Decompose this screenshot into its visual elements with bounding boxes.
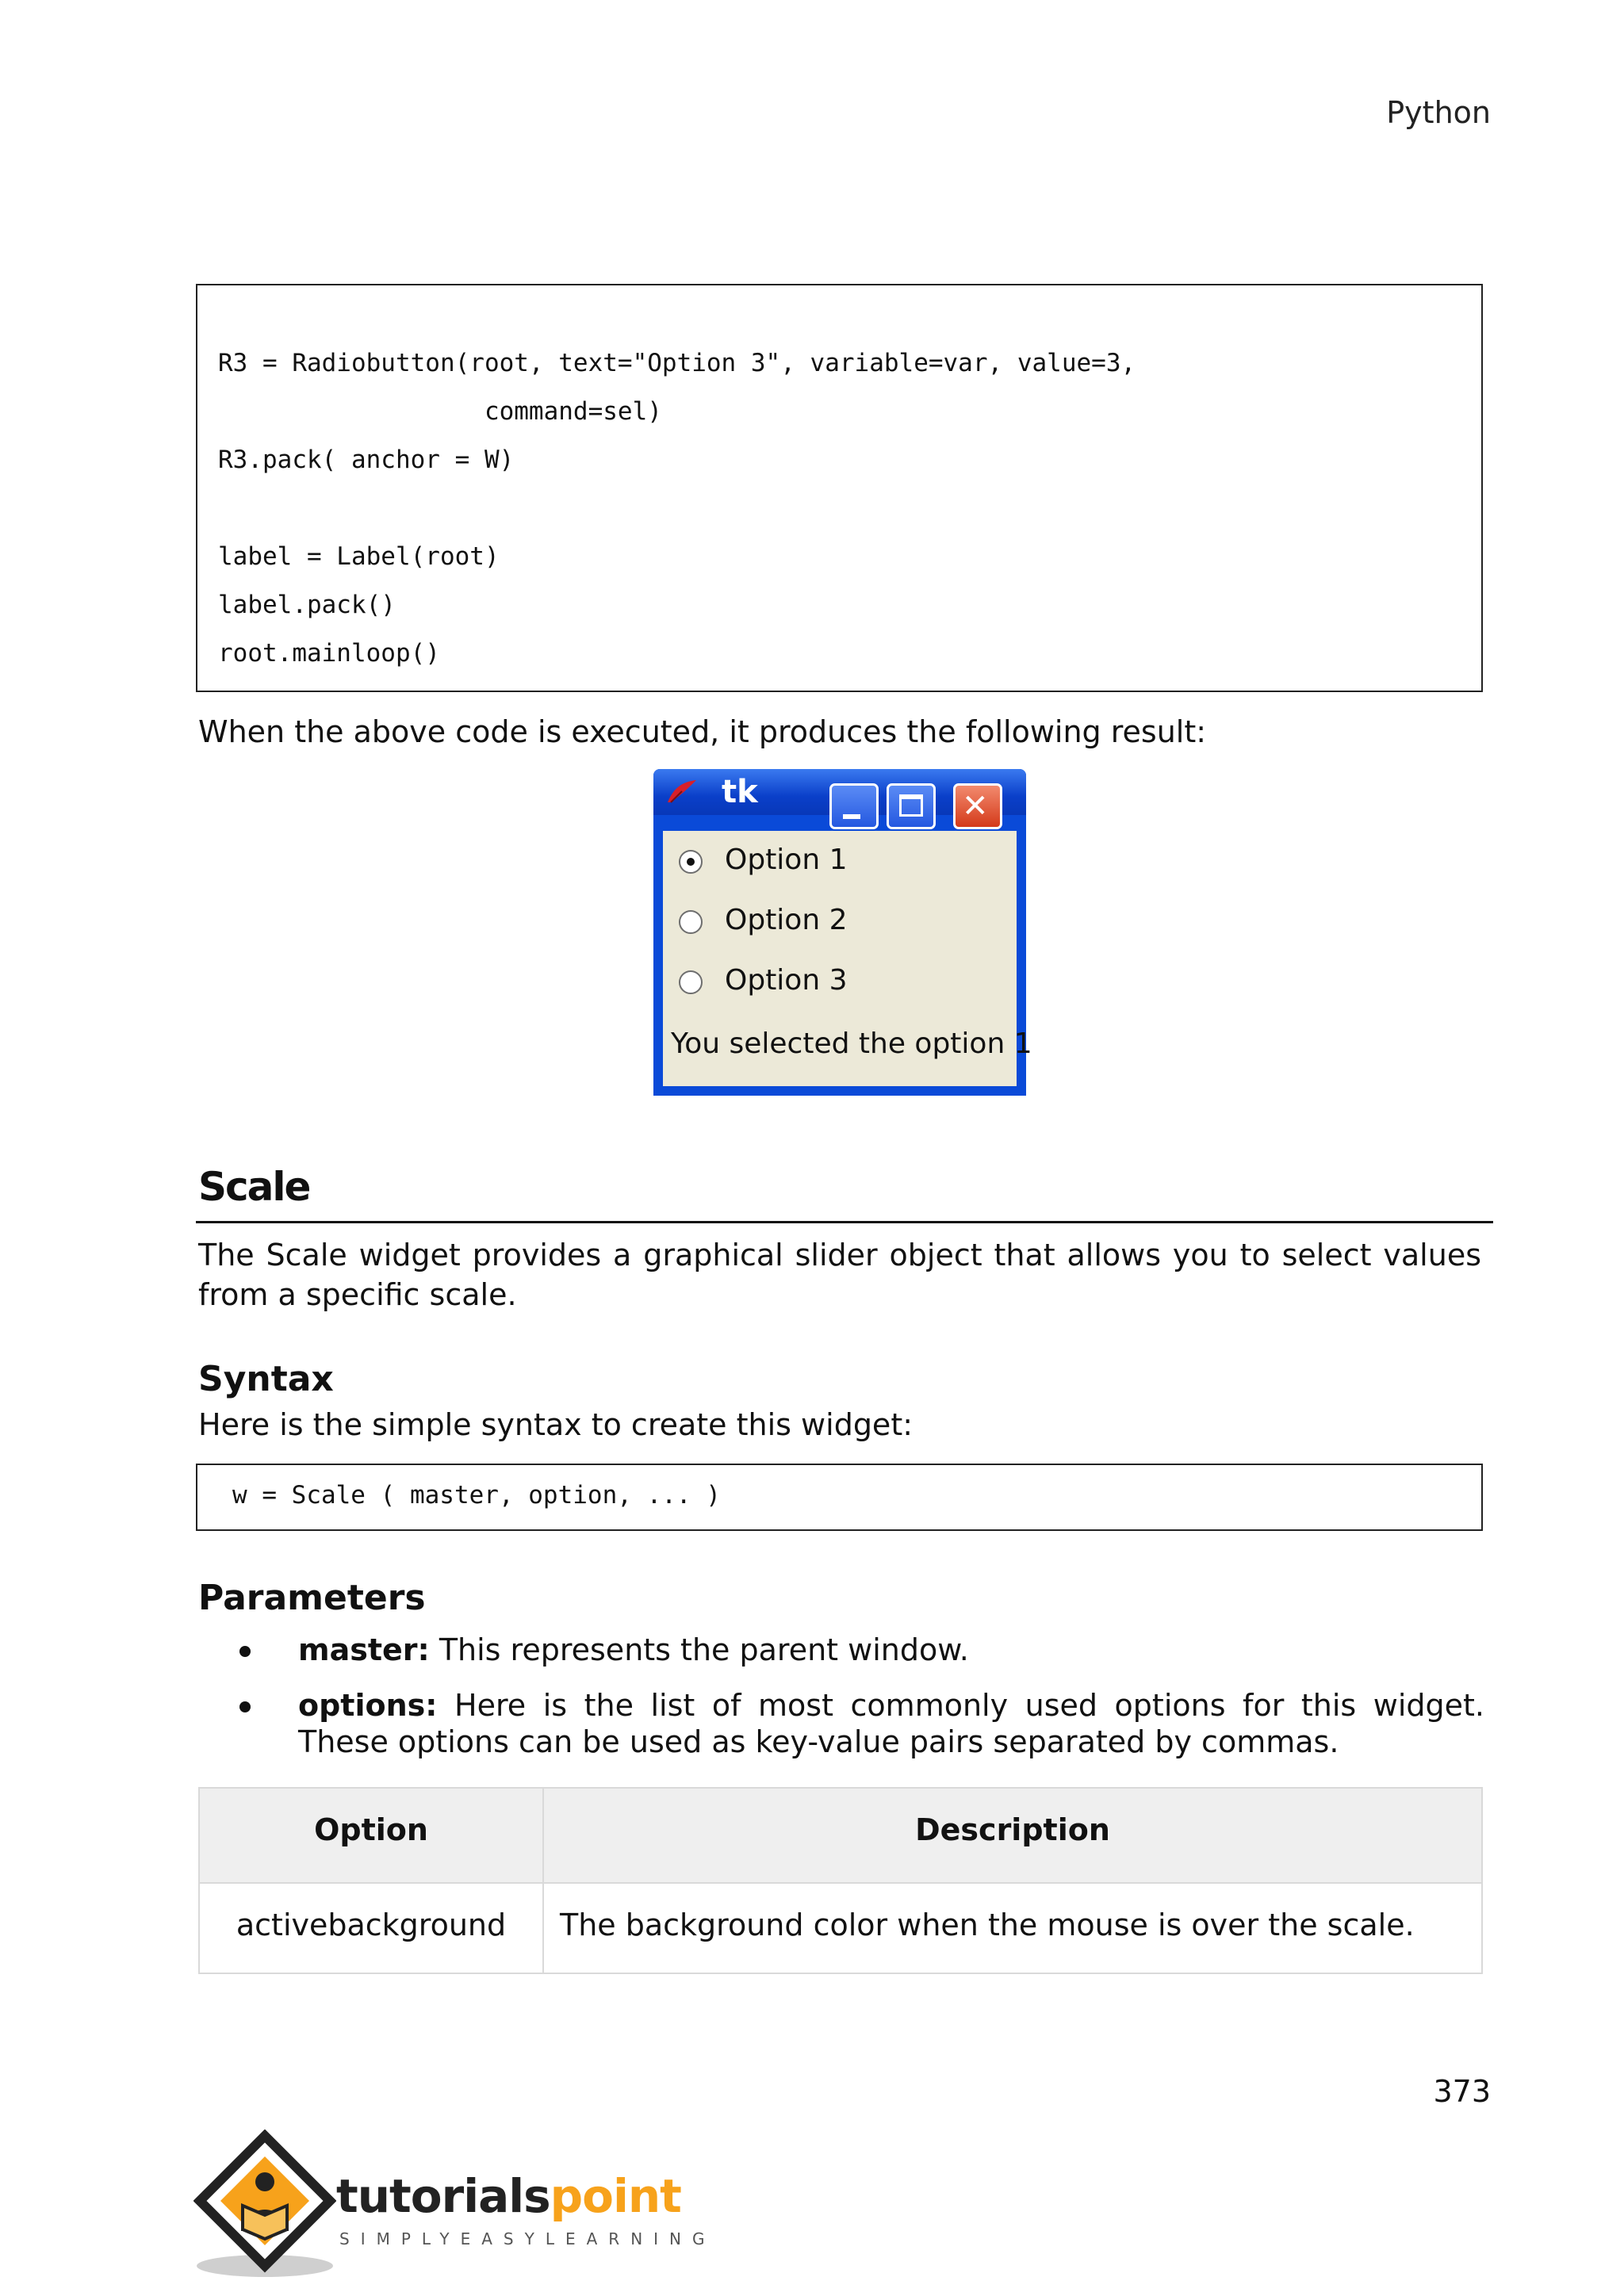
radio-label: Option 2 [725,904,848,936]
result-intro: When the above code is executed, it produces the following result: [198,714,1207,749]
section-divider [196,1221,1493,1223]
param-text: Here is the list of most commonly used options for this widget. These options can be used as key-value pairs separated by commas. [298,1688,1484,1759]
param-term: master: [298,1632,430,1667]
maximize-icon [899,794,923,817]
logo-wordmark: tutorialspoint [336,2169,681,2223]
table-cell-description: The background color when the mouse is over the scale. [560,1908,1415,1942]
minimize-icon [843,814,860,819]
options-table [198,1787,1483,1974]
tk-client-area [663,831,1032,1086]
code-line: command=sel) [218,397,662,426]
tk-window-title: tk [722,774,758,810]
tutorialspoint-logo [193,2130,716,2280]
close-icon: ✕ [962,788,989,825]
bullet-icon [239,1701,251,1712]
tk-feather-icon [666,779,698,806]
code-line: R3.pack( anchor = W) [218,446,515,474]
minimize-button[interactable] [829,783,879,829]
list-item [247,1687,1484,1760]
syntax-code-block [196,1464,1483,1531]
maximize-button[interactable] [887,783,936,829]
code-block [196,284,1483,692]
table-header-description: Description [915,1812,1110,1847]
running-header: Python [1386,95,1491,130]
section-description: The Scale widget provides a graphical slider object that allows you to select values from a specific scale. [198,1238,1481,1312]
status-label: You selected the option 1 [671,1027,1032,1060]
parameters-heading: Parameters [198,1578,426,1618]
page-number: 373 [1433,2074,1491,2109]
code-line: w = Scale ( master, option, ... ) [232,1481,721,1510]
syntax-intro: Here is the simple syntax to create this widget: [198,1407,914,1442]
radio-label: Option 1 [725,844,848,876]
code-line: root.mainloop() [218,639,440,668]
close-button[interactable] [953,783,1002,829]
bullet-icon [239,1646,251,1657]
syntax-heading: Syntax [198,1359,334,1399]
section-title: Scale [198,1164,310,1210]
table-header-option: Option [314,1812,428,1847]
tk-title-bar[interactable] [653,769,1026,825]
table-cell-option: activebackground [236,1908,507,1942]
radio-icon[interactable] [679,910,703,934]
code-line: label = Label(root) [218,542,500,571]
tk-window [653,769,1032,1096]
list-item [247,1632,1484,1668]
code-line: label.pack() [218,591,396,619]
code-line: R3 = Radiobutton(root, text="Option 3", variable=var, value=3, [218,349,1136,377]
radio-label: Option 3 [725,964,848,997]
param-text: This represents the parent window. [439,1632,969,1667]
logo-diamond-icon [193,2130,336,2280]
radio-icon-selected[interactable] [679,850,703,874]
logo-tagline: SIMPLYEASYLEARNING [339,2229,716,2248]
param-term: options: [298,1688,438,1723]
radio-icon[interactable] [679,970,703,994]
